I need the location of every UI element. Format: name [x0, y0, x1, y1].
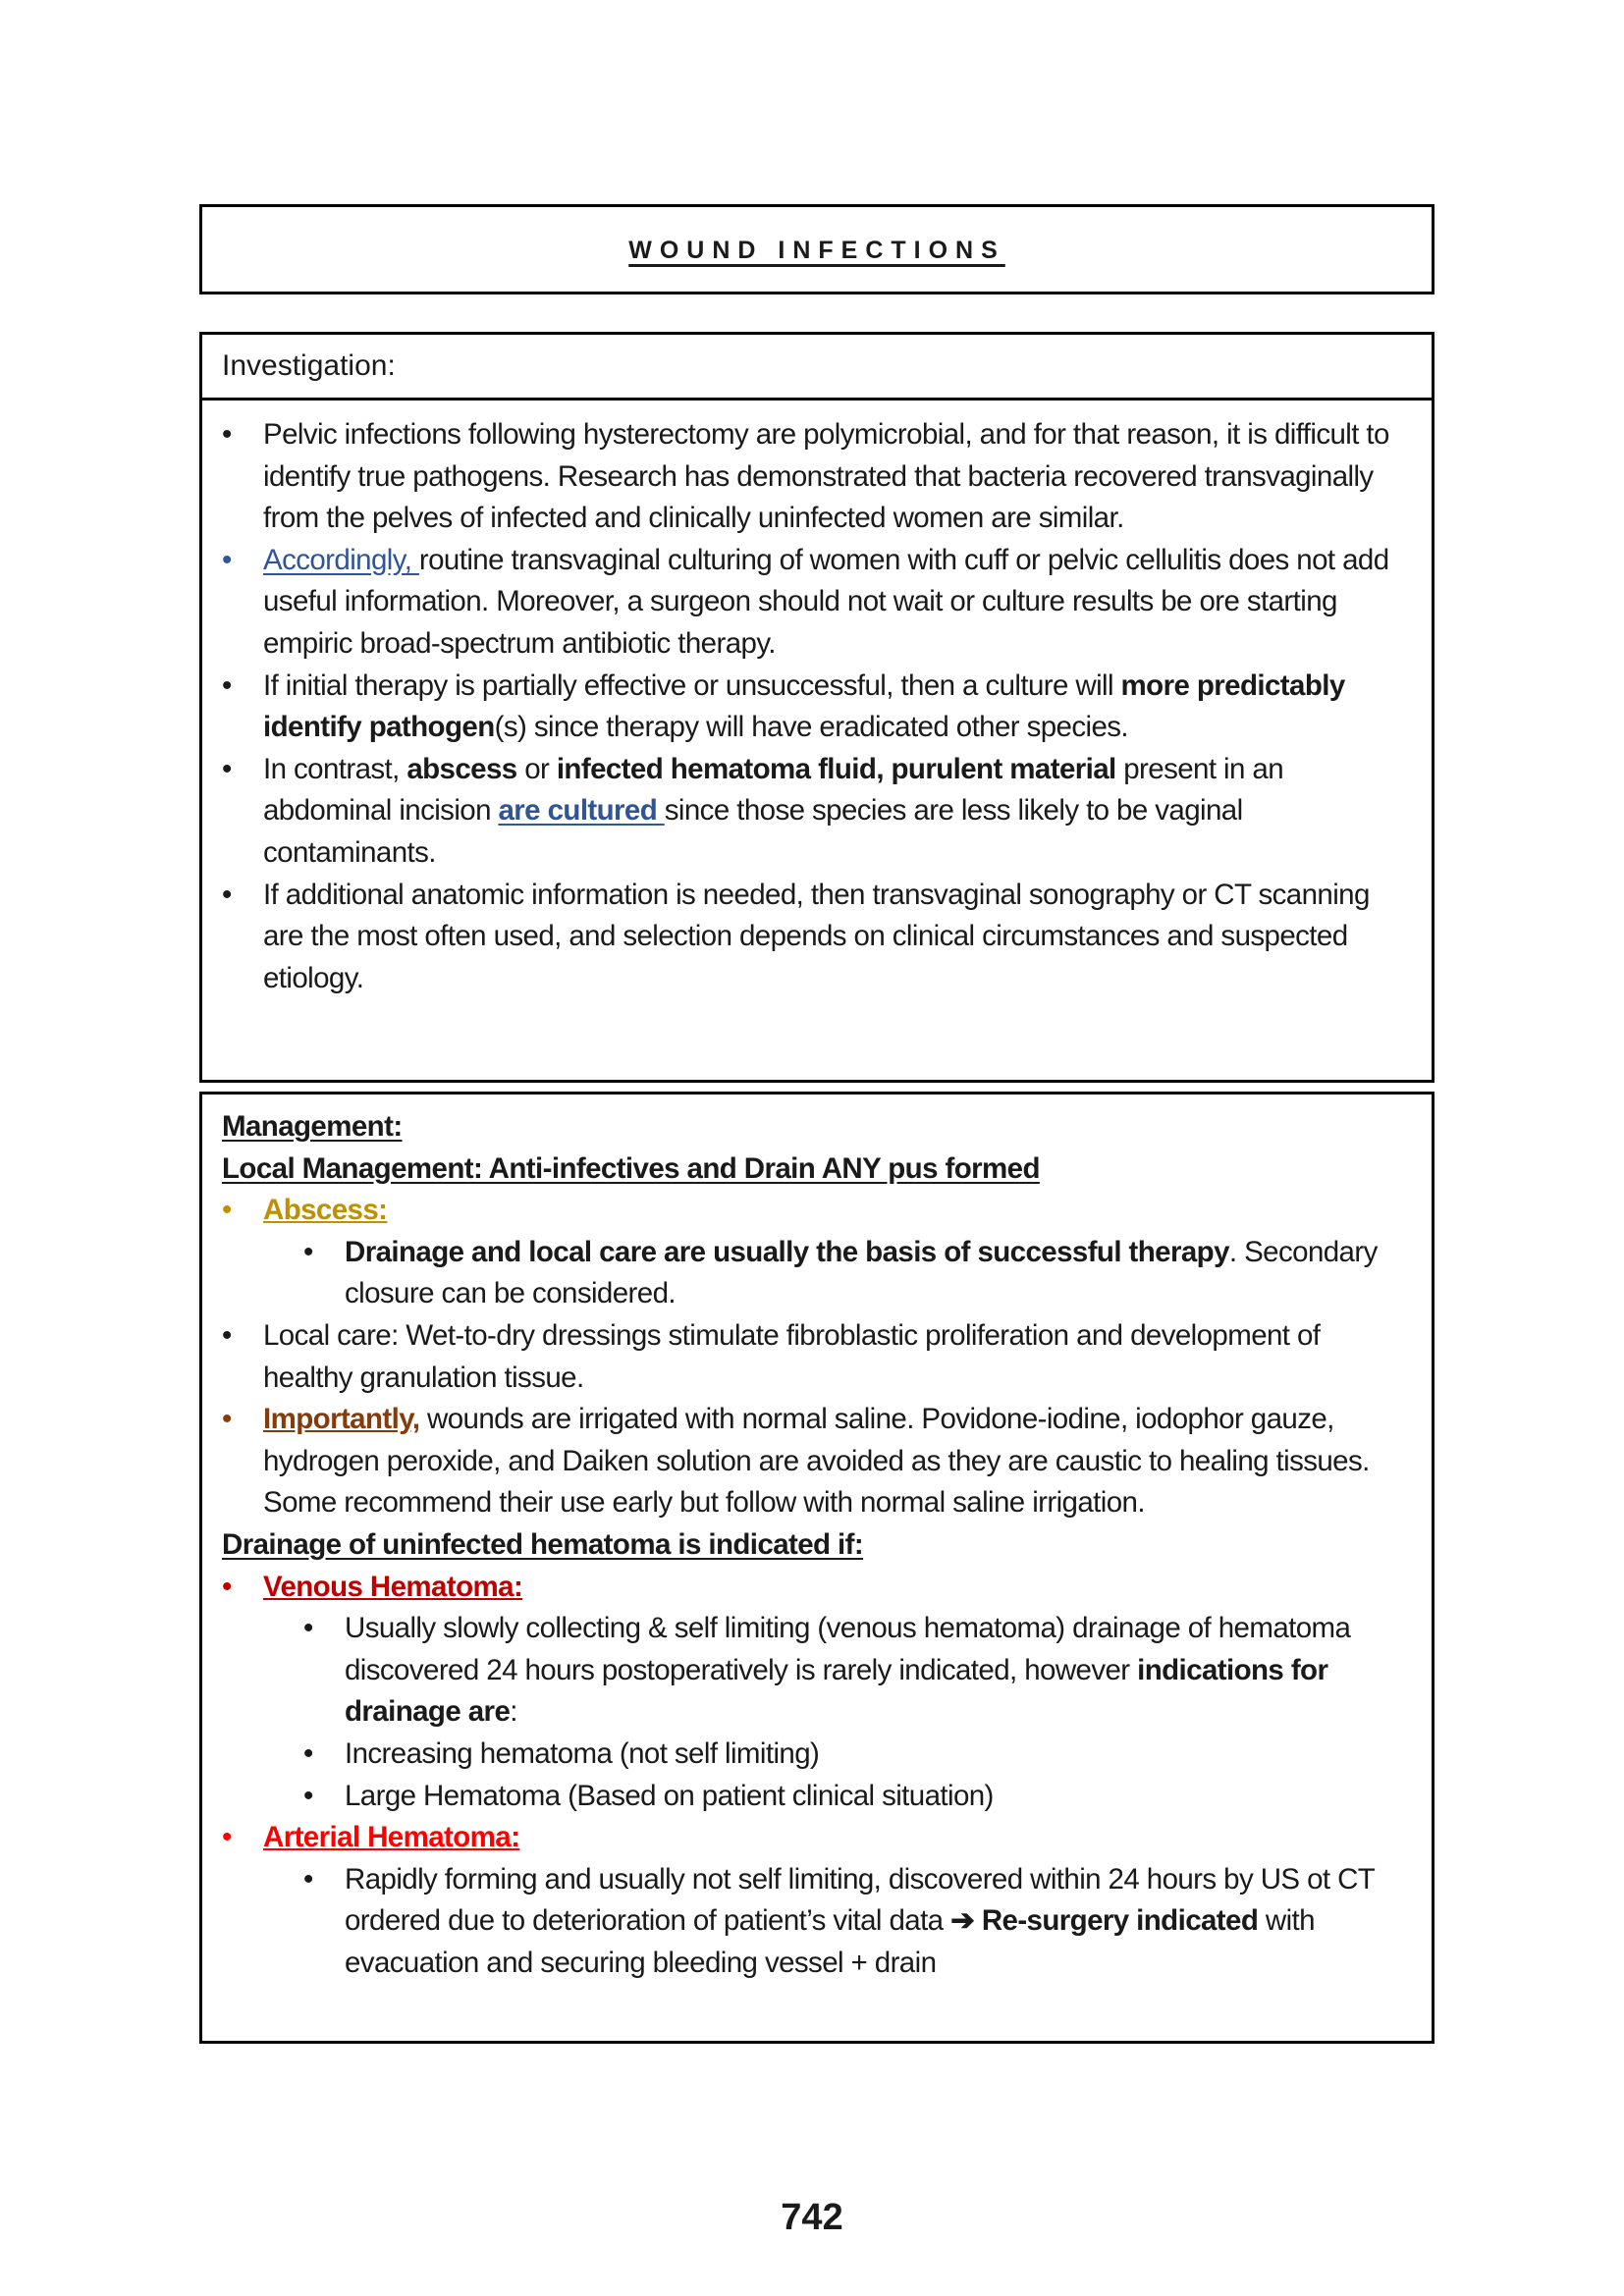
arterial-item [222, 1817, 1416, 1859]
list-item [303, 1776, 1416, 1818]
investigation-header-box [199, 332, 1435, 398]
item-bold: Re-surgery indicated [981, 1904, 1259, 1938]
list-item [222, 875, 1416, 1000]
are-cultured-link[interactable]: are cultured [498, 794, 665, 828]
list-item [222, 1315, 1416, 1399]
list-item [303, 1608, 1416, 1734]
importantly-item [222, 1399, 1416, 1524]
list-item [222, 749, 1416, 875]
item-bold: more predictably identify pathogen [263, 668, 1345, 744]
item-bold: Drainage and local care are usually the basis of successful therapy [345, 1235, 1229, 1268]
item-bold: indications for drainage are [345, 1653, 1328, 1729]
item-text: wounds are irrigated with normal saline. Povidone-iodine, iodophor gauze, hydrogen peroxide, and Daiken solution are avoided as they are caustic to healing tissues. Some recommend their use early but follow with normal saline irrigation. [263, 1403, 1370, 1520]
management-heading: Management: [222, 1110, 403, 1143]
item-text: since those species are less likely to be vaginal contaminants. [263, 794, 1243, 869]
arterial-label: Arterial Hematoma: [263, 1821, 520, 1854]
arrow-right-icon: ➔ [950, 1904, 982, 1938]
drainage-heading: Drainage of uninfected hematoma is indicated if: [222, 1527, 864, 1561]
venous-label: Venous Hematoma: [263, 1570, 523, 1603]
item-text: : [510, 1695, 517, 1729]
list-item [222, 666, 1416, 749]
item-text: If initial therapy is partially effective or unsuccessful, then a culture will [263, 668, 1121, 702]
list-item [222, 540, 1416, 666]
item-text: with evacuation and securing bleeding vessel + drain [345, 1904, 1315, 1979]
item-text: . Secondary closure can be considered. [345, 1235, 1378, 1310]
item-text: or [516, 752, 557, 785]
item-bold: abscess [406, 752, 517, 785]
investigation-heading: Investigation: [222, 349, 396, 382]
local-management-heading: Local Management: Anti-infectives and Drain ANY pus formed [222, 1151, 1040, 1185]
item-text: present in an abdominal incision [263, 752, 1284, 828]
item-text: Increasing hematoma (not self limiting) [345, 1736, 820, 1770]
item-text: Local care: Wet-to-dry dressings stimulate fibroblastic proliferation and development of healthy granulation tissue. [263, 1318, 1321, 1394]
accordingly-link[interactable]: Accordingly, [263, 543, 419, 576]
item-text: Large Hematoma (Based on patient clinical situation) [345, 1779, 994, 1812]
list-item [303, 1232, 1416, 1315]
abscess-item [222, 1190, 1416, 1232]
page-number: 742 [781, 2197, 843, 2238]
list-item [222, 414, 1416, 540]
list-item [303, 1859, 1416, 1985]
title-box [199, 204, 1435, 294]
item-text: (s) since therapy will have eradicated other species. [494, 711, 1129, 744]
venous-item [222, 1567, 1416, 1609]
item-text: Usually slowly collecting & self limiting (venous hematoma) drainage of hematoma discovered 24 hours postoperatively is rarely indicated, however [345, 1612, 1351, 1686]
item-text: Pelvic infections following hysterectomy are polymicrobial, and for that reason, it is difficult to identify true pathogens. Research has demonstrated that bacteria recovered transvaginally from the pelves of infected and clinically uninfected women are similar. [263, 418, 1389, 535]
item-text: routine transvaginal culturing of women with cuff or pelvic cellulitis does not add useful information. Moreover, a surgeon should not wait or culture results be ore starting empiric broad-spectrum antibiotic therapy. [263, 543, 1389, 660]
abscess-label: Abscess: [263, 1194, 388, 1227]
investigation-body-box [199, 398, 1435, 1083]
importantly-label: Importantly, [263, 1403, 420, 1436]
item-text: If additional anatomic information is needed, then transvaginal sonography or CT scanning are the most often used, and selection depends on clinical circumstances and suspected etiology. [263, 878, 1370, 994]
item-bold: infected hematoma fluid, purulent material [556, 752, 1116, 785]
management-box [199, 1092, 1435, 2044]
item-text: Rapidly forming and usually not self limiting, discovered within 24 hours by US ot CT ordered due to deterioration of patient’s vital data [345, 1862, 1375, 1938]
page-title: WOUND INFECTIONS [628, 237, 1005, 264]
list-item [303, 1734, 1416, 1776]
item-text: In contrast, [263, 752, 407, 785]
